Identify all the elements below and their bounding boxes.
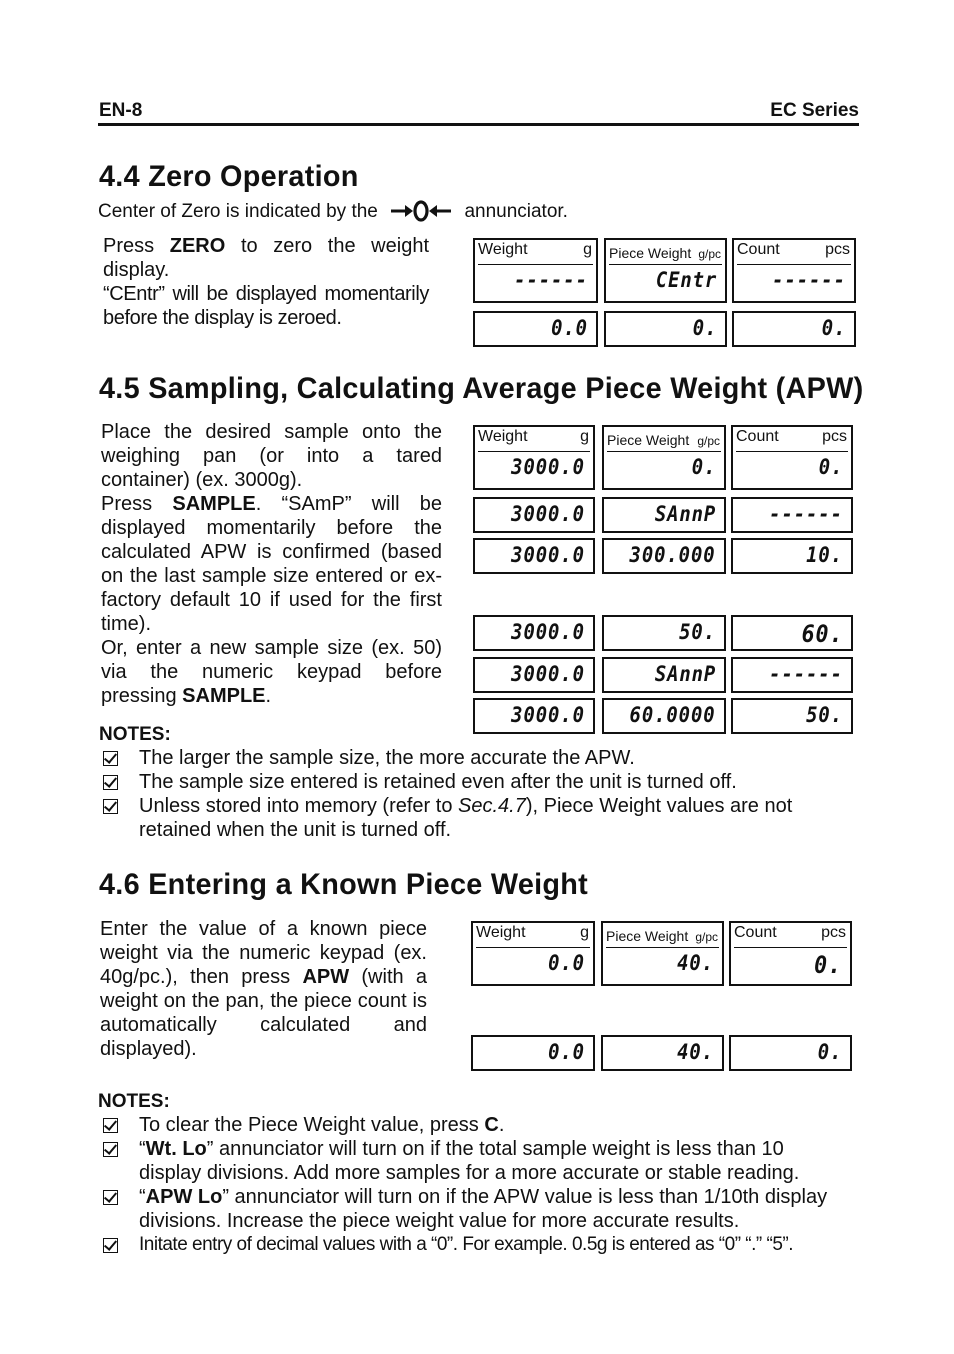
checkbox-icon — [103, 1142, 118, 1157]
sample-row-2-count: ------ — [731, 497, 853, 533]
zero-intro-after: annunciator. — [464, 201, 568, 222]
section-4-6-title: 4.6 Entering a Known Piece Weight — [99, 868, 589, 901]
known-piece-display-2: 40. — [601, 1035, 724, 1071]
sample-row-3-piece: 300.000 — [602, 538, 726, 574]
zero-count-display-2: 0. — [732, 311, 856, 347]
known-note-2: “Wt. Lo” annunciator will turn on if the total sample weight is less than 10 display divisions. Add more samples for a more accurate or stable reading. — [139, 1138, 800, 1184]
known-count-display-2: 0. — [729, 1035, 852, 1071]
sample-row-6-piece: 60.0000 — [602, 698, 726, 734]
checkbox-icon — [103, 1118, 118, 1133]
page-number: EN-8 — [99, 100, 143, 121]
zero-intro-before: Center of Zero is indicated by the — [98, 201, 378, 222]
sample-row-6-weight: 3000.0 — [473, 698, 595, 734]
zero-paragraph: Press ZERO to zero the weight display. “CEntr” will be displayed momentarily before the display is zeroed. — [103, 235, 429, 329]
sample-row-5-piece: SAnnP — [602, 657, 726, 693]
sample-row-5-count: ------ — [731, 657, 853, 693]
checkbox-icon — [103, 799, 118, 814]
section-4-5-title: 4.5 Sampling, Calculating Average Piece Weight (APW) — [99, 372, 864, 405]
section-4-4-title: 4.4 Zero Operation — [99, 160, 359, 193]
sample-row-5-weight: 3000.0 — [473, 657, 595, 693]
sample-row-4-weight: 3000.0 — [473, 615, 595, 651]
sampling-notes-title: NOTES: — [99, 724, 171, 745]
known-notes-title: NOTES: — [98, 1091, 170, 1112]
sample-row-2-piece: SAnnP — [602, 497, 726, 533]
sampling-note-1: The larger the sample size, the more accurate the APW. — [139, 747, 635, 769]
known-note-3: “APW Lo” annunciator will turn on if the APW value is less than 1/10th display divisions. Increase the piece weight value for more accurate results. — [139, 1186, 828, 1232]
known-weight-display-2: 0.0 — [471, 1035, 595, 1071]
known-count-display: Count pcs 0. — [729, 921, 852, 986]
known-weight-paragraph: Enter the value of a known piece weight via the numeric keypad (ex. 40g/pc.), then press APW (with a weight on the pan, the piece count is automatically calculated and displayed). — [100, 918, 427, 1060]
center-zero-icon — [389, 200, 453, 222]
sample-row-4-piece: 50. — [602, 615, 726, 651]
known-note-4: Initate entry of decimal values with a “0”. For example. 0.5g is entered as “0” “.” “5”. — [139, 1234, 794, 1255]
known-note-1: To clear the Piece Weight value, press C. — [139, 1114, 505, 1136]
zero-piece-display-2: 0. — [604, 311, 727, 347]
known-piece-display: Piece Weight g/pc 40. — [601, 921, 724, 986]
checkbox-icon — [103, 751, 118, 766]
sample-row-4-count: 60. — [731, 615, 853, 651]
zero-weight-display: Weight g ------ — [473, 238, 598, 303]
series-title: EC Series — [770, 100, 859, 121]
sample-row-3-weight: 3000.0 — [473, 538, 595, 574]
zero-count-display: Count pcs ------ — [732, 238, 856, 303]
sample-piece-display: Piece Weight g/pc 0. — [602, 425, 726, 490]
sample-count-display: Count pcs 0. — [731, 425, 853, 490]
zero-piece-display: Piece Weight g/pc CEntr — [604, 238, 727, 303]
header-rule — [98, 123, 859, 126]
checkbox-icon — [103, 1190, 118, 1205]
checkbox-icon — [103, 1238, 118, 1253]
sampling-note-2: The sample size entered is retained even after the unit is turned off. — [139, 771, 737, 793]
known-weight-display: Weight g 0.0 — [471, 921, 595, 986]
sample-row-3-count: 10. — [731, 538, 853, 574]
sampling-note-3: Unless stored into memory (refer to Sec.4.7), Piece Weight values are not retained when the unit is turned off. — [139, 795, 793, 841]
zero-weight-display-2: 0.0 — [473, 311, 598, 347]
sample-weight-display: Weight g 3000.0 — [473, 425, 595, 490]
sampling-paragraph: Place the desired sample onto the weighing pan (or into a tared container) (ex. 3000g). Press SAMPLE. “SAmP” will be displayed momentarily before the calculated APW is confirmed (based on the last sample size entered or ex-factory default 10 if used for the first time). Or, enter a new sample size (ex. 50) via the numeric keypad before pressing SAMPLE. — [101, 421, 443, 707]
sample-row-6-count: 50. — [731, 698, 853, 734]
checkbox-icon — [103, 775, 118, 790]
sample-row-2-weight: 3000.0 — [473, 497, 595, 533]
zero-intro — [98, 200, 568, 223]
